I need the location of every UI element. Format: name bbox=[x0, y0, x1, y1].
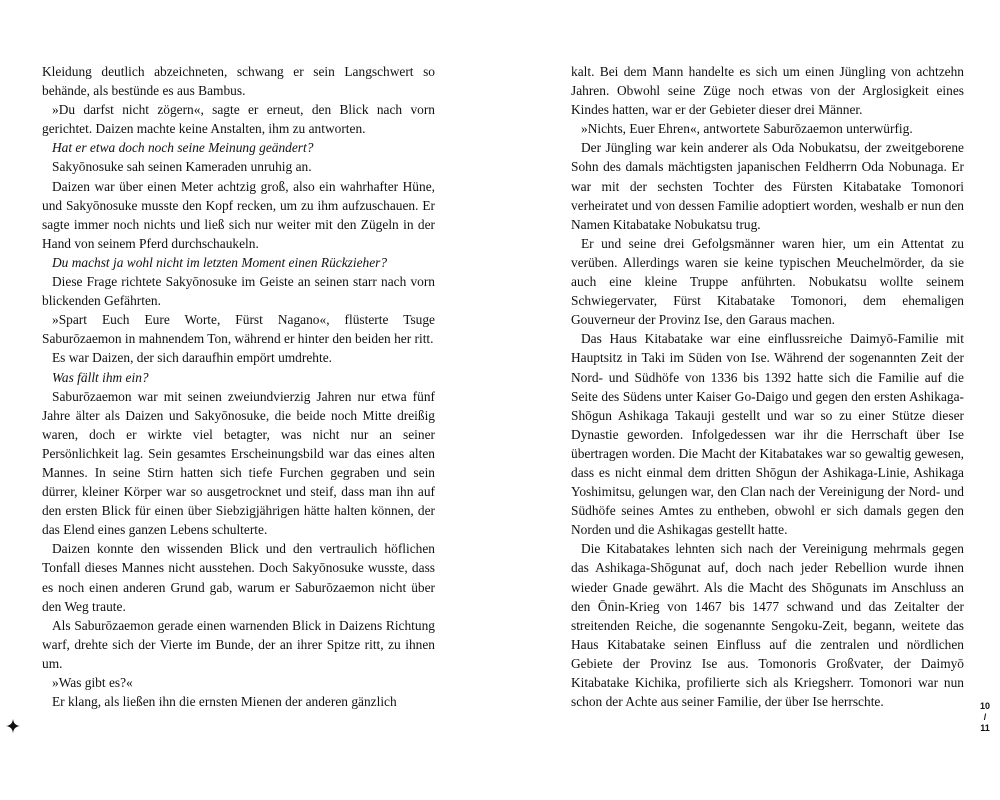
paragraph: »Nichts, Euer Ehren«, antwortete Saburōzaemon unterwürfig. bbox=[581, 121, 913, 137]
left-page-text bbox=[42, 62, 435, 711]
page-number-left: 10 bbox=[979, 701, 990, 711]
paragraph: kalt. Bei dem Mann handelte es sich um einen Jüngling von achtzehn Jahren. Obwohl seine Züge noch etwas von der Arglosigkeit eines Kindes hatten, war er der Gebieter dieser drei Männer. bbox=[571, 64, 964, 118]
right-page-text bbox=[571, 62, 964, 711]
paragraph: Sakyōnosuke sah seinen Kameraden unruhig an. bbox=[52, 159, 312, 175]
paragraph: »Spart Euch Eure Worte, Fürst Nagano«, flüsterte Tsuge Saburōzaemon in mahnendem Ton, während er hinter den beiden her ritt. bbox=[42, 312, 435, 347]
paragraph: Du machst ja wohl nicht im letzten Moment einen Rückzieher? bbox=[52, 254, 388, 270]
paragraph: »Was gibt es?« bbox=[52, 675, 133, 690]
page-number-right: 11 bbox=[980, 723, 990, 733]
paragraph: Als Saburōzaemon gerade einen warnenden Blick in Daizens Richtung warf, drehte sich der Vierte im Bunde, der an ihrer Spitze ritt, zu ihnen um. bbox=[42, 617, 435, 671]
paragraph: Daizen war über einen Meter achtzig groß, also ein wahrhafter Hüne, und Sakyōnosuke musste den Kopf recken, um zu ihm aufzuschauen. Er sagte immer noch nichts und ließ sich nur weiter mit den Zügeln in der Hand von seinem Pferd durchschaukeln. bbox=[42, 178, 435, 251]
star-ornament-icon bbox=[6, 719, 20, 733]
paragraph: Das Haus Kitabatake war eine einflussreiche Daimyō-Familie mit Hauptsitz in Taki im Süden von Ise. Während der sogenannten Zeit der Nord- und Südhöfe von 1336 bis 1392 hatte sich die Familie auf die Seite des Südens unter Kaiser Go-Daigo und gegen den ersten Ashikaga-Shōgun Ashikaga Takauji gestellt und war so zu einer Stütze dieser Dynastie geworden. Infolgedessen war ihr die Herrschaft über Ise übertragen worden. Die Macht der Kitabatakes war so gewaltig gewesen, dass es nicht einmal dem dritten Shōgun der Ashikaga-Linie, Ashikaga Yoshimitsu, gelungen war, den Clan nach der Vereinigung der Nord- und Südhöfe seines Amtes zu entheben, obwohl er sich damals gegen den Norden und die Ashikagas gestellt hatte. bbox=[571, 331, 964, 538]
page-number-separator: / bbox=[983, 712, 987, 722]
paragraph: »Du darfst nicht zögern«, sagte er erneut, den Blick nach vorn gerichtet. Daizen machte keine Anstalten, ihm zu antworten. bbox=[42, 102, 435, 137]
paragraph: Er und seine drei Gefolgsmänner waren hier, um ein Attentat zu verüben. Allerdings waren sie keine typischen Meuchelmörder, da sie auch eine kleine Truppe anführten. Nobukatsu wollte seinem Schwiegervater, Fürst Kitabatake Tomonori, dem ehemaligen Gouverneur der Provinz Ise, den Garaus machen. bbox=[571, 235, 964, 328]
paragraph: Diese Frage richtete Sakyōnosuke im Geiste an seinen starr nach vorn blickenden Gefährten. bbox=[42, 274, 435, 309]
paragraph: Die Kitabatakes lehnten sich nach der Vereinigung mehrmals gegen das Ashikaga-Shōgunat auf, doch nach jeder Rebellion wurde ihnen wieder Gnade gewährt. Als die Macht des Shōgunats im Anschluss an den Ōnin-Krieg von 1467 bis 1477 schwand und das Zeitalter der streitenden Reiche, die sogenannte Sengoku-Zeit, begann, weitete das Haus Kitabatake seinen Einfluss auf die zentralen und nördlichen Gebiete der Provinz Ise aus. Tomonoris Großvater, der Daimyō Kitabatake Kichika, profilierte sich als Kriegsherr. Tomonori war nun schon der Achte aus seiner Familie, der über Ise herrschte. bbox=[571, 541, 964, 710]
paragraph: Hat er etwa doch noch seine Meinung geändert? bbox=[52, 140, 314, 156]
paragraph: Es war Daizen, der sich daraufhin empört umdrehte. bbox=[52, 350, 332, 366]
paragraph: Saburōzaemon war mit seinen zweiundvierzig Jahren nur etwa fünf Jahre älter als Daizen und Sakyōnosuke, die beide noch Mitte dreißig waren, doch er wirkte viel betagter, was nicht nur an seiner Persönlichkeit lag. Sein gesamtes Erscheinungsbild war das eines alten Mannes. In seine Stirn hatten sich tiefe Furchen gegraben und sein dürrer, kleiner Körper war so ausgetrocknet und steif, dass man ihn auf den ersten Blick für einen über Siebzigjährigen hätte halten können, der das Elend eines ganzen Lebens schulterte. bbox=[42, 388, 435, 538]
paragraph: Kleidung deutlich abzeichneten, schwang er sein Langschwert so behände, als bestünde es aus Bambus. bbox=[42, 64, 435, 99]
paragraph: Der Jüngling war kein anderer als Oda Nobukatsu, der zweitgeborene Sohn des damals mächtigsten japanischen Feldherrn Oda Nobunaga. Er war mit der sechsten Tochter des Fürsten Kitabatake Tomonori verheiratet und von dessen Familie adoptiert worden, weshalb er nun den Namen Kitabatake Nobukatsu trug. bbox=[571, 140, 964, 232]
paragraph: Er klang, als ließen ihn die ernsten Mienen der anderen gänzlich bbox=[52, 694, 397, 710]
paragraph: Daizen konnte den wissenden Blick und den vertraulich höflichen Tonfall dieses Mannes nicht ausstehen. Doch Sakyōnosuke wusste, dass es noch einen anderen Grund gab, warum er Saburōzaemon nicht über den Weg traute. bbox=[42, 541, 435, 614]
page-numbers bbox=[976, 701, 994, 734]
paragraph: Was fällt ihm ein? bbox=[52, 369, 149, 385]
